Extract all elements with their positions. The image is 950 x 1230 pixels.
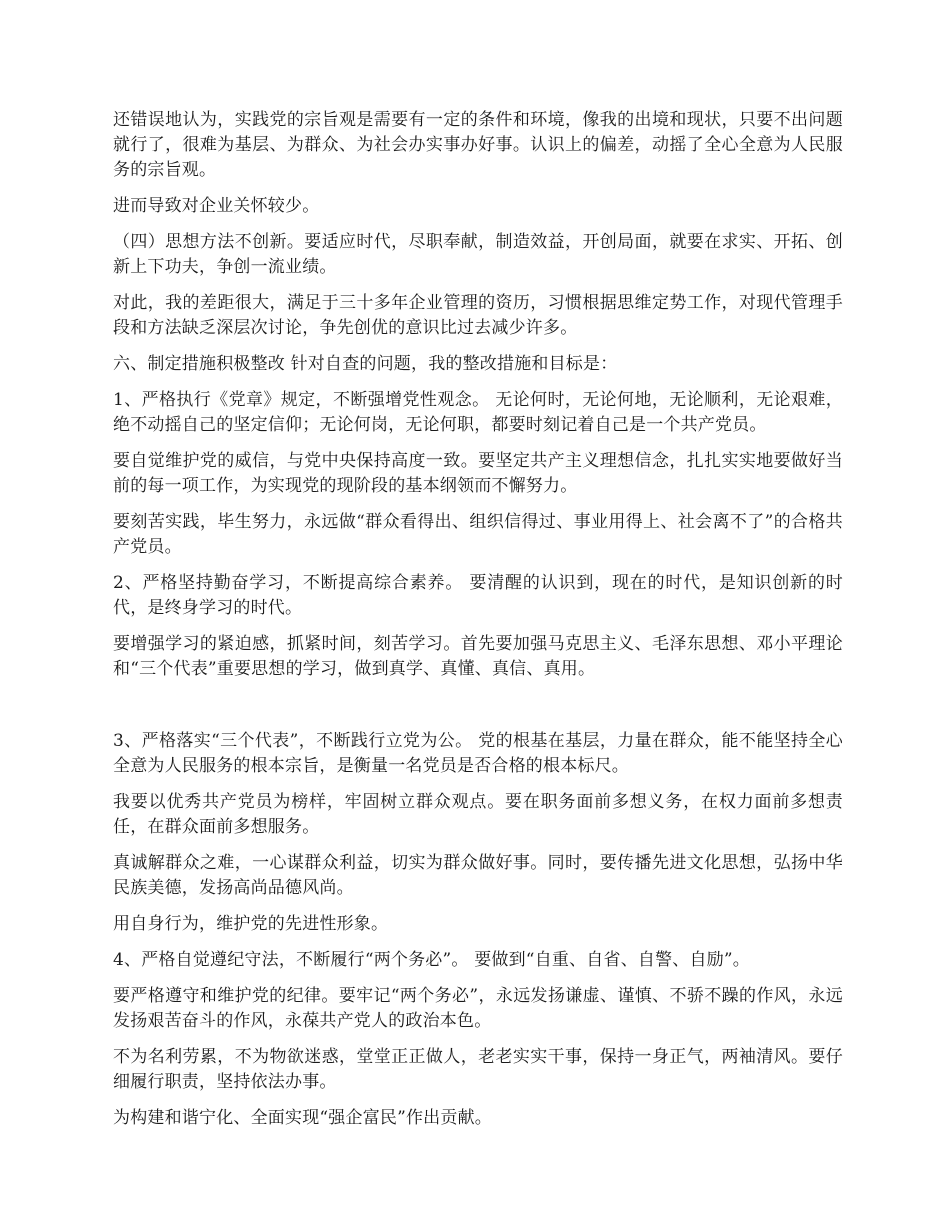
paragraph: 对此，我的差距很大，满足于三十多年企业管理的资历，习惯根据思维定势工作，对现代管理手段和方法缺乏深层次讨论，争先创优的意识比过去减少许多。	[113, 293, 843, 338]
paragraph: 4、严格自觉遵纪守法，不断履行“两个务必”。 要做到“自重、自省、自警、自励”。	[113, 950, 750, 970]
document-body	[113, 108, 843, 1142]
paragraph: 为构建和谐宁化、全面实现“强企富民”作出贡献。	[113, 1108, 492, 1128]
paragraph: 不为名利劳累，不为物欲迷惑，堂堂正正做人，老老实实干事，保持一身正气，两袖清风。要仔细履行职责，坚持依法办事。	[113, 1047, 843, 1092]
blank-spacer	[113, 693, 843, 729]
paragraph: 要增强学习的紧迫感，抓紧时间，刻苦学习。首先要加强马克思主义、毛泽东思想、邓小平理论和“三个代表”重要思想的学习，做到真学、真懂、真信、真用。	[113, 634, 843, 679]
section-heading: 六、制定措施积极整改 针对自查的问题，我的整改措施和目标是：	[113, 354, 618, 374]
paragraph: 用自身行为，维护党的先进性形象。	[113, 914, 389, 934]
paragraph: （四）思想方法不创新。要适应时代，尽职奉献，制造效益，开创局面，就要在求实、开拓、创新上下功夫，争创一流业绩。	[113, 232, 843, 277]
paragraph: 真诚解群众之难，一心谋群众利益，切实为群众做好事。同时，要传播先进文化思想，弘扬中华民族美德，发扬高尚品德风尚。	[113, 853, 843, 898]
paragraph: 要严格遵守和维护党的纪律。要牢记“两个务必”，永远发扬谦虚、谨慎、不骄不躁的作风，永远发扬艰苦奋斗的作风，永葆共产党人的政治本色。	[113, 986, 843, 1031]
paragraph: 还错误地认为，实践党的宗旨观是需要有一定的条件和环境，像我的出境和现状，只要不出问题就行了，很难为基层、为群众、为社会办实事办好事。认识上的偏差，动摇了全心全意为人民服务的宗旨观。	[113, 110, 843, 180]
paragraph: 要自觉维护党的威信，与党中央保持高度一致。要坚定共产主义理想信念，扎扎实实地要做好当前的每一项工作，为实现党的现阶段的基本纲领而不懈努力。	[113, 451, 843, 496]
paragraph: 1、严格执行《党章》规定，不断强增党性观念。 无论何时，无论何地，无论顺利，无论艰难，绝不动摇自己的坚定信仰；无论何岗，无论何职，都要时刻记着自己是一个共产党员。	[113, 390, 843, 435]
paragraph: 2、严格坚持勤奋学习，不断提高综合素养。 要清醒的认识到，现在的时代，是知识创新的时代，是终身学习的时代。	[113, 573, 843, 618]
paragraph: 我要以优秀共产党员为榜样，牢固树立群众观点。要在职务面前多想义务，在权力面前多想责任，在群众面前多想服务。	[113, 792, 843, 837]
paragraph: 3、严格落实“三个代表”，不断践行立党为公。 党的根基在基层，力量在群众，能不能坚持全心全意为人民服务的根本宗旨，是衡量一名党员是否合格的根本标尺。	[113, 731, 843, 776]
paragraph: 进而导致对企业关怀较少。	[113, 196, 320, 216]
paragraph: 要刻苦实践，毕生努力，永远做“群众看得出、组织信得过、事业用得上、社会离不了”的合格共产党员。	[113, 512, 843, 557]
